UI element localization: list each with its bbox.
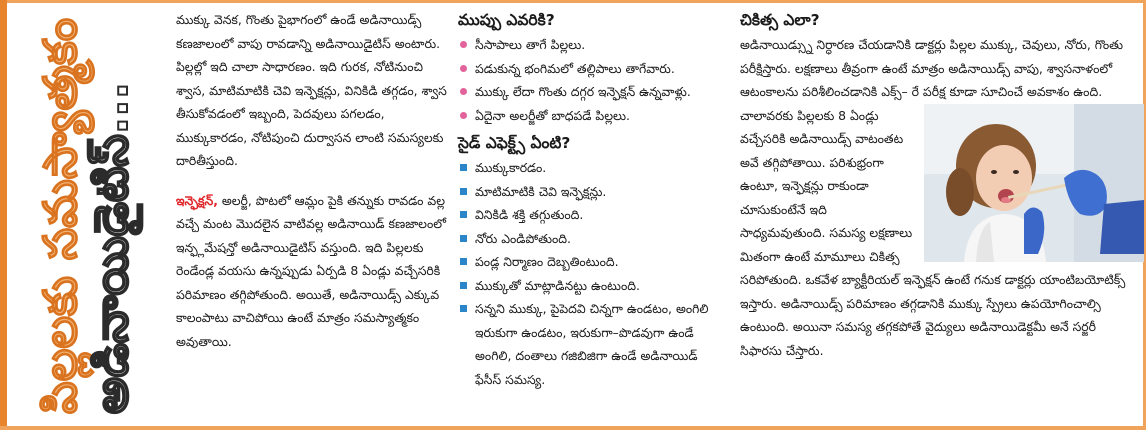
side-effect-item: నోరు ఎండిపోతుంది. [458, 227, 726, 251]
treatment-paragraph-1: అడినాయిడ్స్ను నిర్ధారణ చేయడానికి డాక్టర్లు పిల్లల ముక్కు, చెవులు, నోరు, గొంతు పరీక్షిస్తారు. లక్షణాలు తీవ్రంగా ఉంటే మాత్రం అడినాయిడ్స్ వాపు, శ్వాసనాళంలో ఆటంకాలను పరిశీలించడానికి ఎక్స్– రే పరీక్ష కూడా సూచించే అవకాశం ఉంది. [740, 37, 1124, 99]
child-exam-illustration [924, 104, 1144, 262]
treatment-heading: చికిత్స ఎలా? [740, 11, 820, 29]
title-line-2: అడినాయిడైటిస్... [84, 81, 138, 414]
child-exam-photo [924, 104, 1144, 262]
side-effect-item: ముక్కుకారడం. [458, 156, 726, 180]
vertical-title [10, 6, 162, 420]
risk-item: పడుకున్న భంగిమలో తల్లిపాలు తాగేవారు. [458, 57, 726, 81]
side-effect-item: సన్నని ముక్కు, పైపెదవి చిన్నగా ఉండటం, అంగిలి ఇరుకుగా ఉండటం, ఇరుకుగా–పొడవుగా ఉండే అంగిలి, దంతాలు గజిబిజిగా ఉండే అడినాయిడ్ ఫేసీస్ సమస్య. [458, 297, 726, 391]
side-effect-item: పండ్ల నిర్మాణం దెబ్బతింటుంది. [458, 250, 726, 274]
frame-border-bottom [0, 426, 1146, 430]
risk-heading: ముప్పు ఎవరికి? [458, 11, 555, 29]
frame-border-left [0, 0, 7, 430]
side-effect-item: మాటిమాటికి చెవి ఇన్ఫెక్షన్లు. [458, 180, 726, 204]
risk-item: ముక్కు లేదా గొంతు దగ్గర ఇన్ఫెక్షన్ ఉన్నవాళ్లు. [458, 80, 726, 104]
frame-border-top [0, 0, 1146, 3]
middle-column [458, 8, 726, 395]
side-effects-heading: సైడ్ ఎఫెక్ట్స్ ఏంటి? [458, 134, 571, 152]
intro-column [176, 8, 448, 353]
risk-item: ఏదైనా అలర్జీతో బాధపడే పిల్లలు. [458, 104, 726, 128]
treatment-column [740, 8, 1138, 362]
side-effects-list [458, 156, 726, 391]
side-effect-item: ముక్కుతో మాట్లాడినట్టు ఉంటుంది. [458, 274, 726, 298]
side-effect-item: వినికిడి శక్తి తగ్గుతుంది. [458, 203, 726, 227]
intro-paragraph: ముక్కు వెనక, గొంతు పైభాగంలో ఉండే అడినాయిడ్స్ కణజాలంలో వాపు రావడాన్ని అడినాయిడైటిస్ అంటారు. పిల్లల్లో ఇది చాలా సాధారణం. ఇది గురక, నోటినుంచి శ్వాస, మాటిమాటికి చెవి ఇన్ఫెక్షన్లు, వినికిడి తగ్గడం, శ్వాస తీసుకోవడంలో ఇబ్బంది, పెదవులు పగలడం, ముక్కుకారడం, నోటిపుంచి దుర్వాసన లాంటి సమస్యలకు దారితీస్తుంది. [176, 12, 447, 168]
title-line-1: పిల్లలకు సమస్యాత్మకం [33, 17, 88, 414]
cause-paragraph [176, 189, 448, 354]
risk-item: సీసాపాలు తాగే పిల్లలు. [458, 33, 726, 57]
treatment-paragraph-2: చాలావరకు పిల్లలకు 8 ఏండ్లు వచ్చేసరికి అడినాయిడ్స్ వాటంతట అవే తగ్గిపోతాయి. పరిశుభ్రంగా ఉంటూ, ఇన్ఫెక్షన్లు రాకుండా చూసుకుంటేనే ఇది సాధ్యమవుతుంది. సమస్య లక్షణాలు మితంగా ఉంటే మామూలు చికిత్స సరిపోతుంది. ఒకవేళ బ్యాక్టీరియల్ ఇన్ఫెక్షన్ ఉంటే గనుక డాక్టర్లు యాంటిబయోటిక్స్ ఇస్తారు. అడినాయిడ్స్ పరిమాణం తగ్గడానికి ముక్కు స్ప్రేలు ఉపయోగించాల్సి ఉంటుంది. అయినా సమస్య తగ్గకపోతే వైద్యులు అడినాయిడెక్టమీ అనే సర్జరీ సిఫారసు చేస్తారు. [740, 107, 1126, 358]
risk-list [458, 33, 726, 127]
cause-text: అలర్జీ, పొటలో ఆమ్లం పైకి తన్నుకు రావడం వల్ల వచ్చే మంట మొదలైన వాటివల్ల అడినాయిడ్ కణజాలంలో ఇన్ఫ్లమేషన్తో అడినాయిడైటిస్ వస్తుంది. ఇది పిల్లలకు రెండేండ్ల వయసు ఉన్నప్పుడు ఏర్పడి 8 ఏండ్లు వచ్చేసరికి పరిమాణం తగ్గిపోతుంది. అయితే, అడినాయిడ్స్ ఎక్కువ కాలంపాటు వాచిపోయి ఉంటే మాత్రం సమస్యాత్మకం అవుతాయి. [176, 192, 446, 349]
infection-keyword: ఇన్ఫెక్షన్, [176, 192, 218, 208]
